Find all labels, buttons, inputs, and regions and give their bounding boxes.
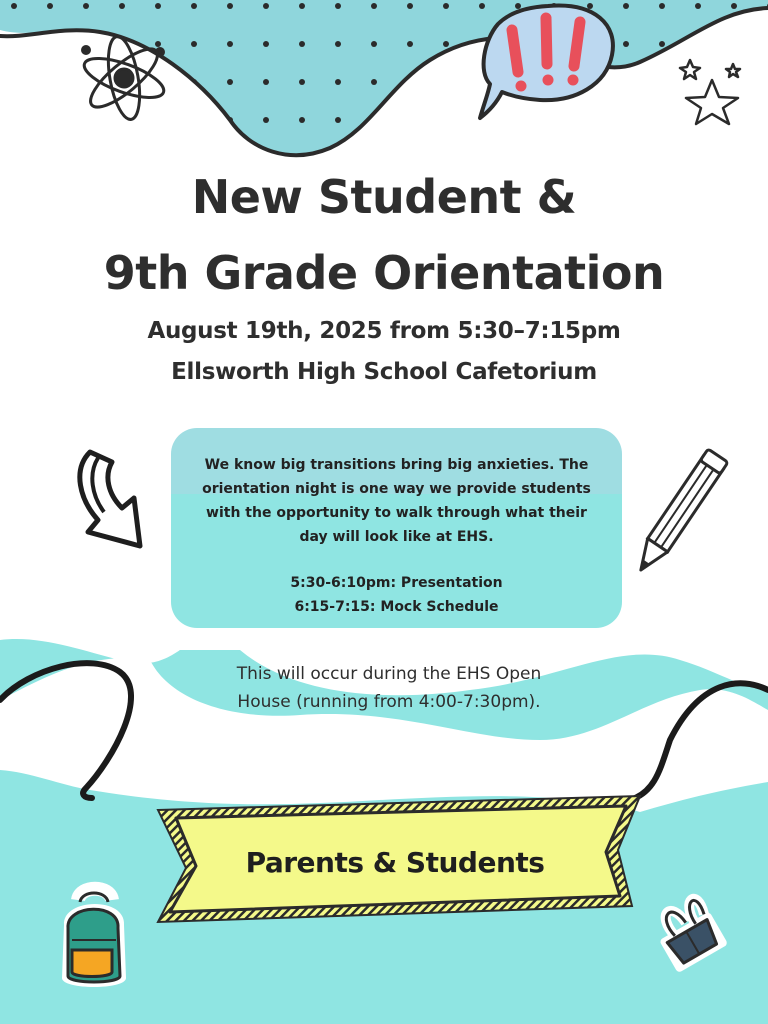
open-house-note-line-2: House (running from 4:00-7:30pm). <box>237 692 541 712</box>
info-intro-line: We know big transitions bring big anxieties. The <box>204 457 589 473</box>
pencil-icon <box>631 449 728 577</box>
title-line-1: New Student & <box>191 170 577 224</box>
info-intro-line: day will look like at EHS. <box>299 529 494 545</box>
schedule-item-mock-schedule: 6:15-7:15: Mock Schedule <box>294 599 499 615</box>
event-date-time: August 19th, 2025 from 5:30–7:15pm <box>147 318 621 344</box>
open-house-note-line-1: This will occur during the EHS Open <box>236 664 542 684</box>
stars-icon <box>680 60 740 124</box>
curved-arrow-icon <box>80 452 140 546</box>
open-house-note <box>184 660 594 716</box>
info-intro-line: orientation night is one way we provide students <box>202 481 591 497</box>
exclamation-bubble-icon <box>480 6 613 118</box>
event-location: Ellsworth High School Cafetorium <box>171 359 597 385</box>
banner-text: Parents & Students <box>245 846 545 879</box>
info-intro-line: with the opportunity to walk through what their <box>206 505 587 521</box>
schedule-item-presentation: 5:30-6:10pm: Presentation <box>290 575 503 591</box>
info-box <box>171 428 622 628</box>
title-line-2: 9th Grade Orientation <box>103 246 665 300</box>
